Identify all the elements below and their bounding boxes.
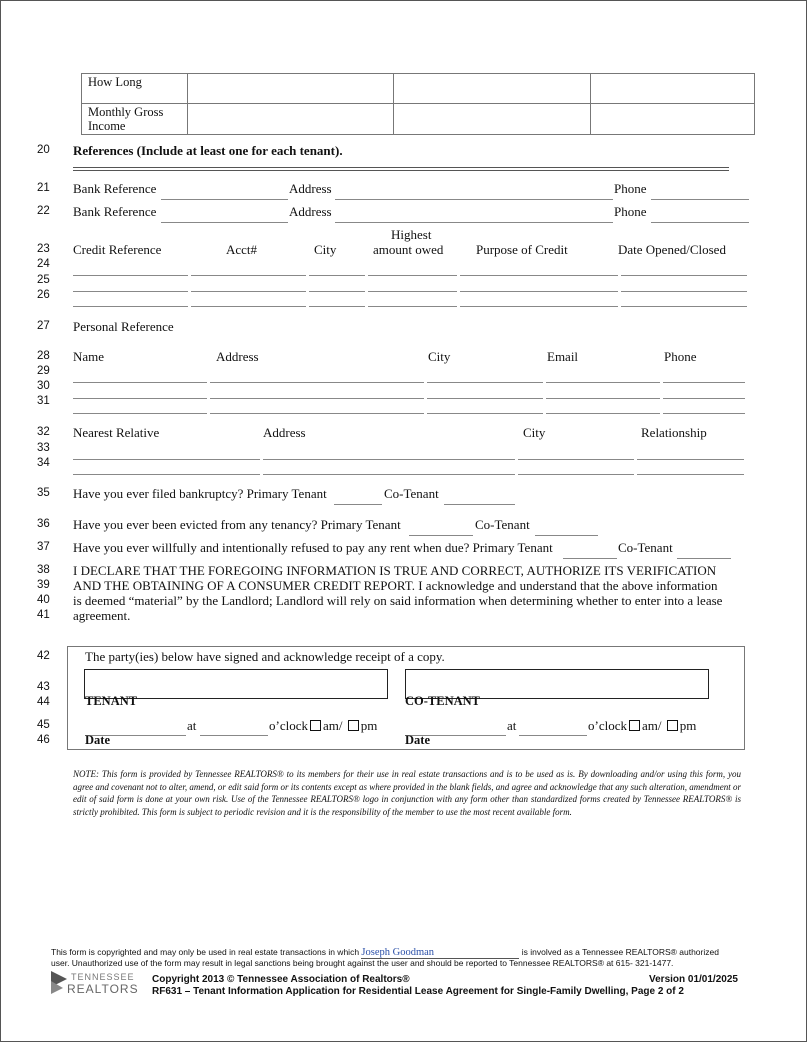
personal-field[interactable] [427, 413, 543, 414]
version-label: Version 01/01/2025 [649, 974, 738, 985]
bank-phone-field[interactable] [651, 222, 749, 223]
pm-label: pm [679, 718, 697, 733]
divider [73, 170, 729, 171]
licensed-user-name: Joseph Goodman [361, 947, 519, 959]
credit-reference-header: Credit Reference [73, 242, 162, 257]
line-number: 35 [37, 487, 50, 499]
relative-field[interactable] [637, 459, 744, 460]
bank-phone-field[interactable] [651, 199, 749, 200]
pm-label: pm [360, 718, 378, 733]
co-tenant-label: Co-Tenant [384, 486, 439, 501]
credit-field[interactable] [191, 275, 306, 276]
cotenant-label: CO-TENANT [405, 694, 481, 708]
acct-header: Acct# [226, 242, 258, 257]
line-number: 21 [37, 182, 50, 194]
line-number: 30 [37, 380, 50, 392]
personal-field[interactable] [210, 413, 424, 414]
personal-field[interactable] [663, 382, 745, 383]
table-cell[interactable] [188, 104, 394, 135]
line-number: 27 [37, 320, 50, 332]
city-header: City [428, 349, 451, 364]
line-number: 42 [37, 650, 50, 662]
bank-address-field[interactable] [335, 222, 613, 223]
relative-field[interactable] [263, 459, 515, 460]
bank-address-field[interactable] [335, 199, 613, 200]
address-header: Address [216, 349, 259, 364]
personal-field[interactable] [210, 398, 424, 399]
logo-line2: REALTORS [67, 982, 139, 996]
name-header: Name [73, 349, 105, 364]
line-number: 20 [37, 144, 50, 156]
credit-field[interactable] [73, 306, 188, 307]
personal-field[interactable] [663, 413, 745, 414]
bankruptcy-cotenant-field[interactable] [444, 504, 515, 505]
tennessee-realtors-logo [49, 968, 139, 996]
personal-field[interactable] [427, 398, 543, 399]
pm-checkbox[interactable] [667, 720, 678, 731]
relative-field[interactable] [73, 459, 260, 460]
line-number: 41 [37, 609, 50, 621]
credit-field[interactable] [191, 291, 306, 292]
city-header: City [314, 242, 337, 257]
credit-field[interactable] [460, 291, 618, 292]
line-number: 31 [37, 395, 50, 407]
credit-field[interactable] [309, 291, 365, 292]
table-cell[interactable] [394, 104, 591, 135]
date-label: Date [405, 733, 430, 747]
line-number: 46 [37, 734, 50, 746]
credit-field[interactable] [368, 275, 457, 276]
personal-field[interactable] [546, 382, 660, 383]
cotenant-time-field[interactable] [519, 735, 587, 736]
line-number: 34 [37, 457, 50, 469]
at-label: at [187, 718, 197, 733]
personal-field[interactable] [73, 398, 207, 399]
credit-field[interactable] [73, 291, 188, 292]
declaration-line: I DECLARE THAT THE FOREGOING INFORMATION IS TRUE AND CORRECT, AUTHORIZE ITS VERIFICATION [73, 563, 717, 578]
declaration-line: agreement. [73, 608, 131, 623]
credit-field[interactable] [368, 291, 457, 292]
address-label: Address [289, 204, 332, 219]
evicted-primary-field[interactable] [409, 535, 473, 536]
table-row [82, 104, 755, 135]
credit-field[interactable] [621, 291, 747, 292]
line-number: 26 [37, 289, 50, 301]
co-tenant-label: Co-Tenant [475, 517, 530, 532]
receipt-acknowledgement: The party(ies) below have signed and acknowledge receipt of a copy. [85, 649, 445, 664]
line-number: 40 [37, 594, 50, 606]
table-cell[interactable] [591, 104, 755, 135]
table-row [82, 74, 755, 104]
line-number: 28 [37, 350, 50, 362]
disclaimer-note: NOTE: This form is provided by Tennessee REALTORS® to its members for their use in real estate transactions and is to be used as is. By downloading and/or using this form, you agree and covenant not to alter, amend, or edit said form or its contents except as where provided in the blank fields, and agree and acknowledge that any such alteration, amendment or edit of said form is done at your own risk. Use of the Tennessee REALTORS® logo in conjunction with any form other than standardized forms created by Tennessee REALTORS® is strictly prohibited. This form is subject to periodic revision and it is the responsibility of the member to use the most recent available form. [73, 769, 741, 817]
line-number: 44 [37, 696, 50, 708]
line-number: 43 [37, 681, 50, 693]
date-opened-header: Date Opened/Closed [618, 242, 726, 257]
relative-field[interactable] [637, 474, 744, 475]
am-checkbox[interactable] [629, 720, 640, 731]
relative-field[interactable] [263, 474, 515, 475]
am-label: am/ [322, 718, 343, 733]
address-header: Address [263, 425, 306, 440]
credit-field[interactable] [460, 306, 618, 307]
address-label: Address [289, 181, 332, 196]
row-label: How Long [82, 74, 188, 104]
declaration-line: is deemed “material” by the Landlord; Landlord will rely on said information when determining whether to enter into a lease [73, 593, 723, 608]
line-number: 32 [37, 426, 50, 438]
copyright-line: Copyright 2013 © Tennessee Association of Realtors® [152, 974, 410, 985]
oclock-label: o’clock [269, 718, 308, 733]
phone-label: Phone [614, 204, 647, 219]
table-cell[interactable] [591, 74, 755, 104]
bankruptcy-question: Have you ever filed bankruptcy? Primary Tenant [73, 486, 327, 501]
phone-label: Phone [614, 181, 647, 196]
pm-checkbox[interactable] [348, 720, 359, 731]
phone-header: Phone [664, 349, 697, 364]
personal-field[interactable] [210, 382, 424, 383]
line-number: 39 [37, 579, 50, 591]
bank-reference-label: Bank Reference [73, 181, 157, 196]
credit-field[interactable] [309, 306, 365, 307]
nearest-relative-header: Nearest Relative [73, 425, 160, 440]
email-header: Email [547, 349, 579, 364]
line-number: 24 [37, 258, 50, 270]
relative-field[interactable] [518, 474, 634, 475]
time-ampm [269, 718, 377, 734]
personal-field[interactable] [73, 413, 207, 414]
line-number: 45 [37, 719, 50, 731]
refused-cotenant-field[interactable] [677, 558, 731, 559]
line-number: 23 [37, 243, 50, 255]
purpose-header: Purpose of Credit [476, 242, 568, 257]
references-heading: References (Include at least one for each tenant). [73, 143, 343, 158]
credit-field[interactable] [460, 275, 618, 276]
copyright-post: is involved as a Tennessee REALTORS® authorized [521, 947, 719, 957]
city-header: City [523, 425, 546, 440]
credit-field[interactable] [309, 275, 365, 276]
line-number: 37 [37, 541, 50, 553]
divider [73, 167, 729, 168]
at-label: at [507, 718, 517, 733]
credit-field[interactable] [621, 306, 747, 307]
line-number: 33 [37, 442, 50, 454]
line-number: 38 [37, 564, 50, 576]
row-label: Monthly Gross Income [82, 104, 188, 135]
personal-field[interactable] [663, 398, 745, 399]
logo-mark-icon [49, 969, 69, 995]
relative-field[interactable] [73, 474, 260, 475]
oclock-label: o’clock [588, 718, 627, 733]
personal-field[interactable] [427, 382, 543, 383]
amount-owed-header: amount owed [373, 242, 444, 257]
co-tenant-label: Co-Tenant [618, 540, 673, 555]
copyright-pre: This form is copyrighted and may only be used in real estate transactions in which [51, 947, 360, 957]
refused-primary-field[interactable] [563, 558, 617, 559]
relationship-header: Relationship [641, 425, 707, 440]
line-number: 22 [37, 205, 50, 217]
personal-field[interactable] [73, 382, 207, 383]
income-table [81, 73, 755, 135]
date-label: Date [85, 733, 110, 747]
copyright-notice-line2: user. Unauthorized use of the form may result in legal sanctions being brought against the user and should be reported to Tennessee REALTORS® at 615- 321-1477. [51, 958, 674, 968]
logo-line1: TENNESSEE [71, 972, 135, 982]
table-cell[interactable] [188, 74, 394, 104]
line-number: 29 [37, 365, 50, 377]
time-ampm [588, 718, 696, 734]
bank-reference-field[interactable] [161, 222, 288, 223]
evicted-cotenant-field[interactable] [535, 535, 598, 536]
credit-field[interactable] [73, 275, 188, 276]
line-number: 25 [37, 274, 50, 286]
credit-field[interactable] [191, 306, 306, 307]
bank-reference-field[interactable] [161, 199, 288, 200]
am-label: am/ [641, 718, 662, 733]
relative-field[interactable] [518, 459, 634, 460]
personal-reference-heading: Personal Reference [73, 319, 174, 334]
personal-field[interactable] [546, 398, 660, 399]
bank-reference-label: Bank Reference [73, 204, 157, 219]
personal-field[interactable] [546, 413, 660, 414]
refused-question: Have you ever willfully and intentionally refused to pay any rent when due? Primary Tenant [73, 540, 553, 555]
form-title: RF631 – Tenant Information Application for Residential Lease Agreement for Single-Family Dwelling, Page 2 of 2 [152, 986, 684, 997]
credit-field[interactable] [368, 306, 457, 307]
bankruptcy-primary-field[interactable] [334, 504, 382, 505]
tenant-time-field[interactable] [200, 735, 268, 736]
table-cell[interactable] [394, 74, 591, 104]
declaration-line: AND THE OBTAINING OF A CONSUMER CREDIT REPORT. I acknowledge and understand that the above information [73, 578, 718, 593]
am-checkbox[interactable] [310, 720, 321, 731]
line-number: 36 [37, 518, 50, 530]
evicted-question: Have you ever been evicted from any tenancy? Primary Tenant [73, 517, 401, 532]
tenant-label: TENANT [85, 694, 138, 708]
credit-field[interactable] [621, 275, 747, 276]
highest-header: Highest [391, 227, 432, 242]
